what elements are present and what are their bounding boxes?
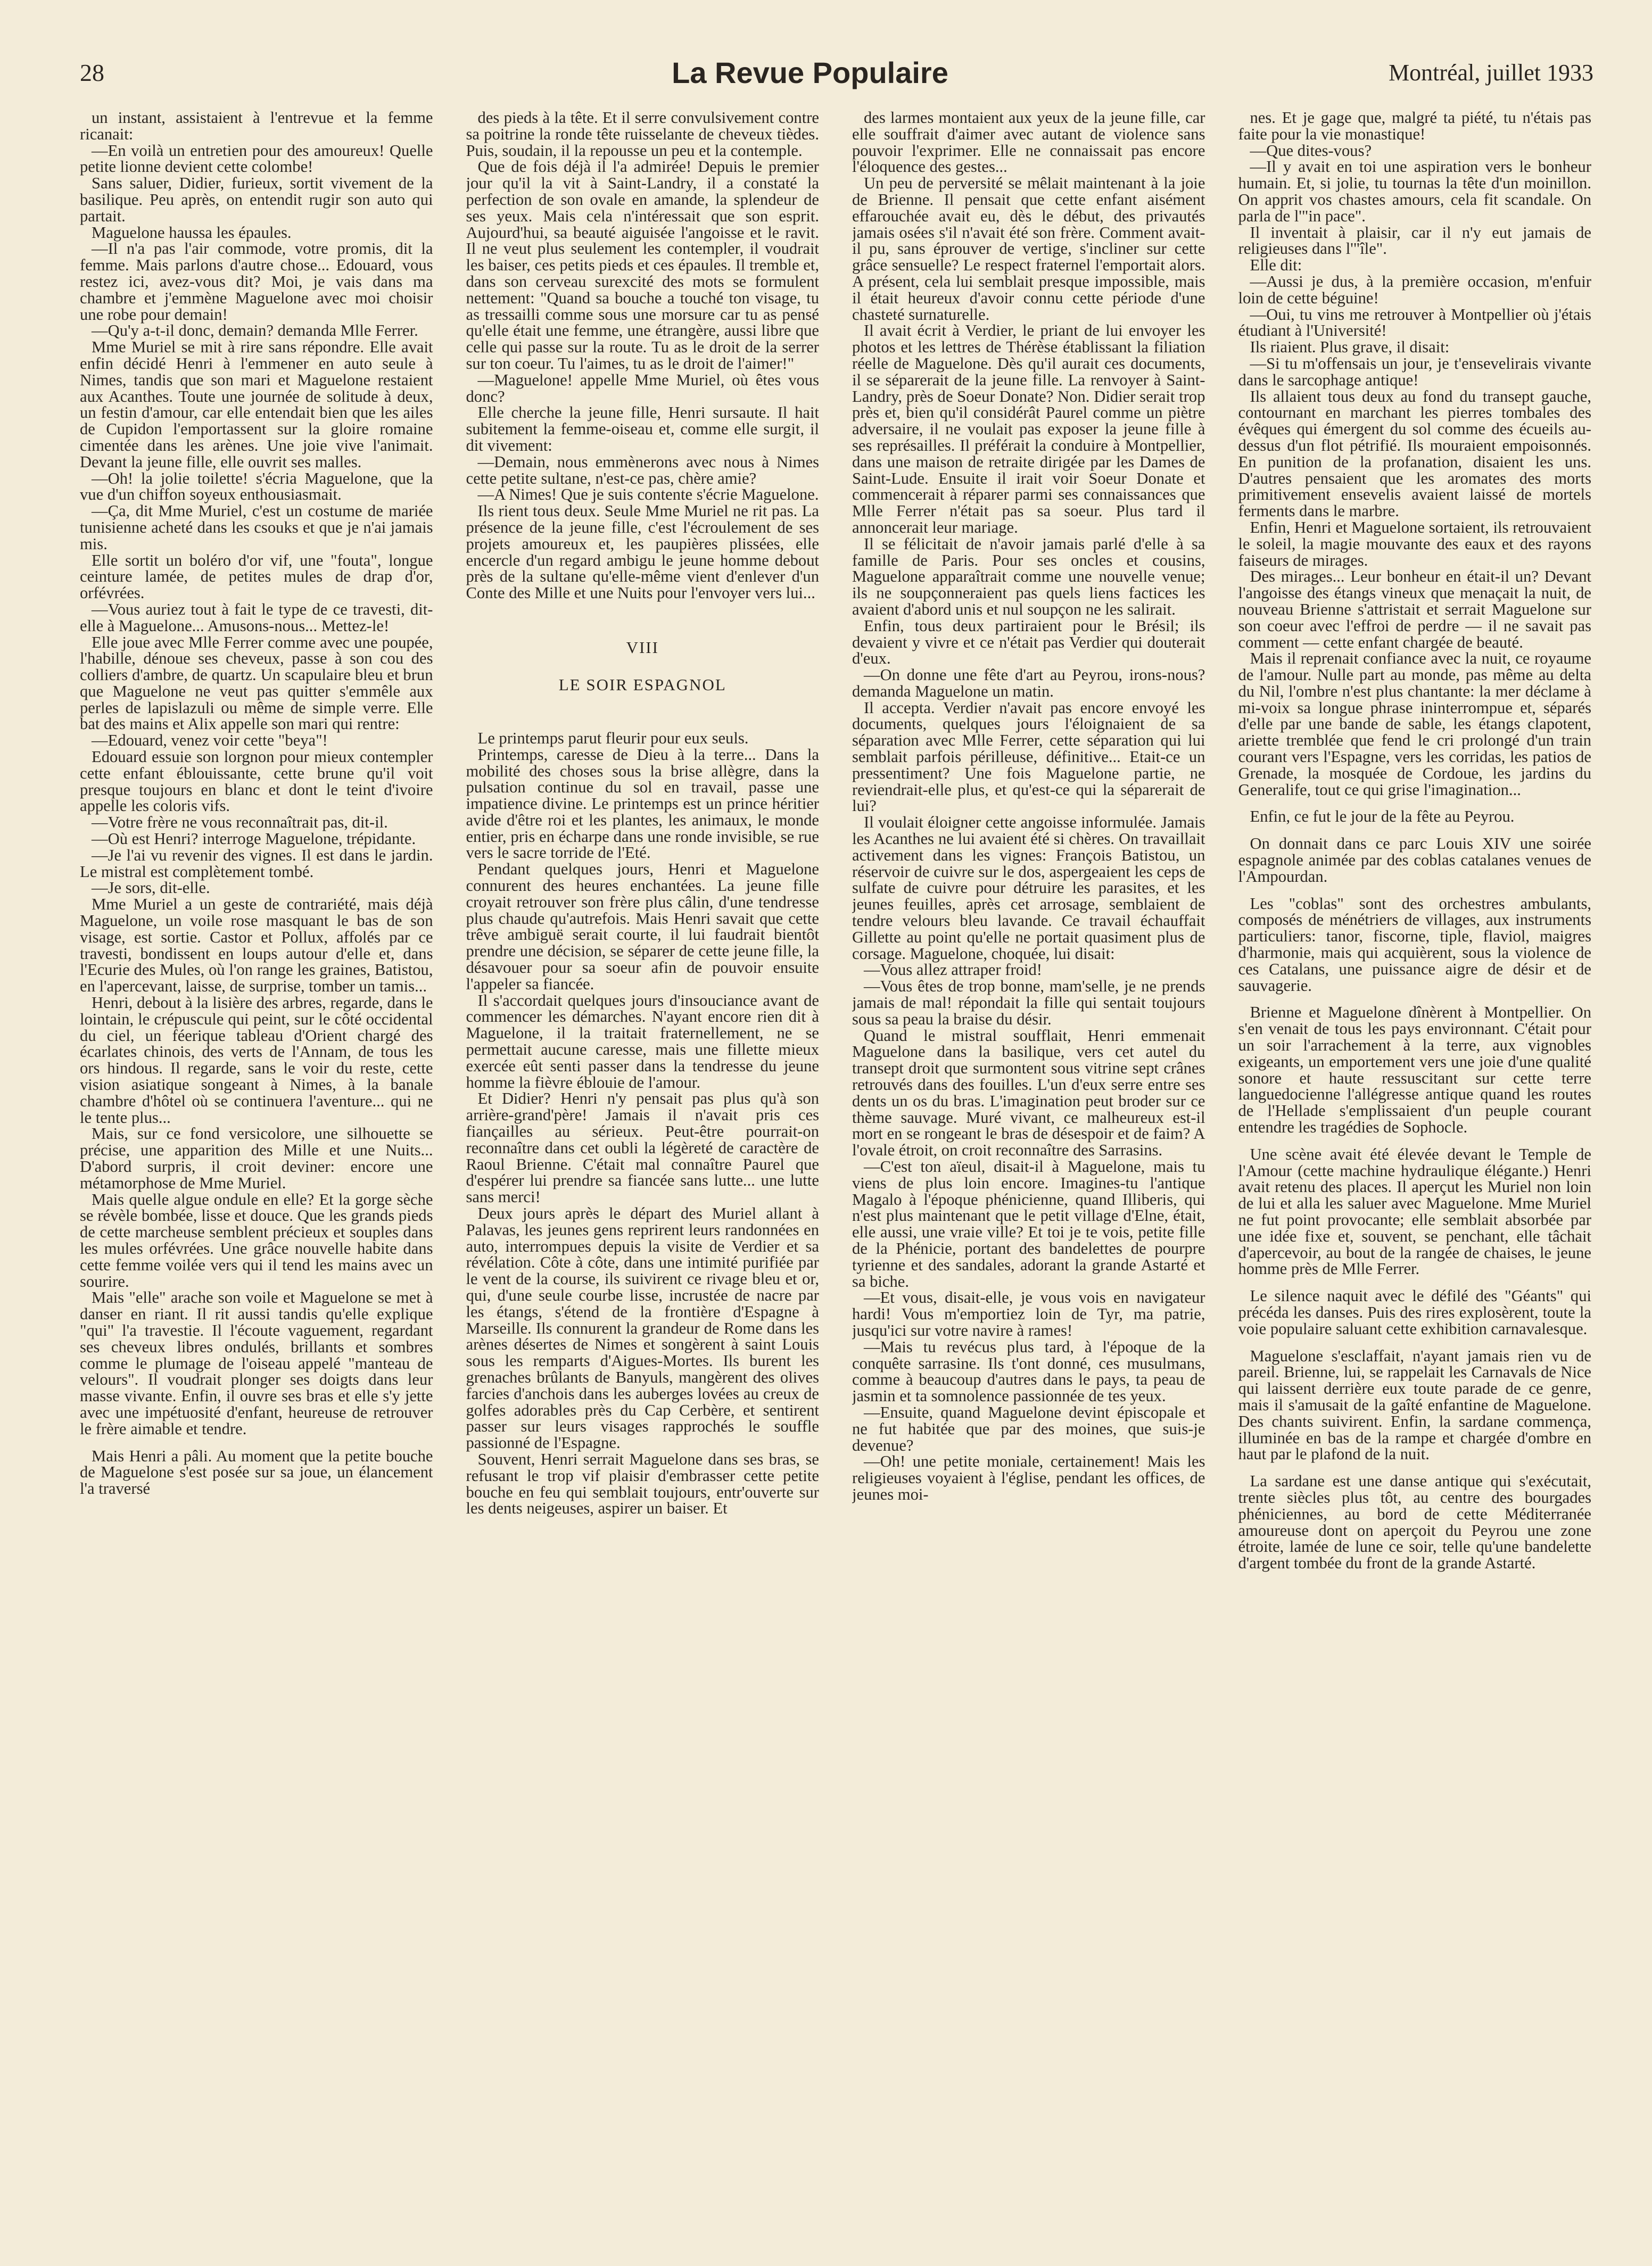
paragraph: —Et vous, disait-elle, je vous vois en navigateur hardi! Vous m'emportiez loin de Tyr, ma patrie, jusqu'ici sur votre navire à rames! (852, 1288, 1205, 1339)
paragraph: Des mirages... Leur bonheur en était-il un? Devant l'angoisse des étangs vineux que menaçait la nuit, de nouveau Brienne s'attristait et serrait Maguelone sur son coeur avec l'effroi de perdre — il ne savait pas comment — cette enfant chargée de beauté. (1238, 567, 1591, 651)
chapter-title: LE SOIR ESPAGNOL (558, 675, 726, 694)
paragraph: des larmes montaient aux yeux de la jeune fille, car elle souffrait d'aimer avec autant de violence sans pouvoir l'exprimer. Elle ne connaissait pas encore l'éloquence des gestes... (852, 110, 1205, 176)
paragraph: —En voilà un entretien pour des amoureux! Quelle petite lionne devient cette colombe! (80, 141, 433, 176)
paragraph: Printemps, caresse de Dieu à la terre... Dans la mobilité des choses sous la brise allègre, dans la pulsation continue du sol en travail, passe une impatience divine. Le printemps est un prince héritier avide d'être roi et les plantes, les animaux, le monde entier, pris en écharpe dans une ronde invisible, se rue vers le sacre torride de l'Eté. (466, 745, 819, 862)
paragraph: —Je l'ai vu revenir des vignes. Il est dans le jardin. Le mistral est complètement tombé. (80, 846, 433, 881)
paragraph: Mais "elle" arache son voile et Maguelone se met à danser en riant. Il rit aussi tandis qu'elle explique "qui" l'a travestie. Il l'écoute vaguement, regardant ses cheveux libres ondulés, brillants et sombres comme le plumage de l'oiseau appelé "manteau de velours". Il voudrait plonger ses doigts dans leur masse vivante. Enfin, il ouvre ses bras et elle s'y jette avec une impétuosité d'enfant, heureuse de retrouver le frère aimable et tendre. (80, 1288, 433, 1438)
paragraph: Il avait écrit à Verdier, le priant de lui envoyer les photos et les lettres de Thérèse établissant la filiation réelle de Maguelone. Dès qu'il aurait ces documents, il se séparerait de la jeune fille. La renvoyer à Saint-Landry, près de Soeur Donate? Non. Didier serait trop près et, bien qu'il considérât Paurel comme un piètre adversaire, il ne voulait pas exposer la jeune fille à ses représailles. Il préférait la conduire à Montpellier, dans une maison de retraite dirigée par les Dames de Saint-Lude. Ensuite il irait voir Soeur Donate et commencerait à réparer parmi ses connaissances que Mlle Ferrer n'était pas sa soeur. Plus tard il annoncerait leur mariage. (852, 321, 1205, 536)
paragraph: Mme Muriel a un geste de contrariété, mais déjà Maguelone, un voile rose masquant le bas de son visage, est sortie. Castor et Pollux, affolés par ce travesti, bondissent en loups autour d'elle et, dans l'Ecurie des Mules, où l'on range les graines, Batistou, en l'apercevant, laisse, de surprise, tomber un tamis... (80, 895, 433, 996)
paragraph: Mais il reprenait confiance avec la nuit, ce royaume de l'amour. Nulle part au monde, pas même au delta du Nil, l'ombre n'est plus chantante: la mer déclame à mi-voix sa longue phrase ininterrompue et, séparés d'elle par une bande de sable, les étangs clapotent, ariette tremblée que fend le cri prolongé d'un train courant vers l'Espagne, vers les corridas, les patios de Grenade, la mosquée de Cordoue, les jardins du Generalife, tout ce qui grise l'imagination... (1238, 649, 1591, 799)
paragraph: Deux jours après le départ des Muriel allant à Palavas, les jeunes gens reprirent leurs randonnées en auto, interrompues depuis la visite de Verdier et sa révélation. Côte à côte, dans une intimité purifiée par le vent de la course, ils suivirent ce rivage bleu et or, qui, d'une seule courbe lisse, incrustée de nacre par les étangs, s'étend de la frontière d'Espagne à Marseille. Ils connurent la grandeur de Rome dans les arènes désertes de Nimes et songèrent à saint Louis sous les remparts d'Aigues-Mortes. Ils burent les grenaches brûlants de Banyuls, mangèrent des olives farcies d'anchois dans les auberges lovées au creux de golfes adorables près du Cap Cerbère, et sentirent passer sur leurs visages rapprochés le souffle passionné de l'Espagne. (466, 1204, 819, 1452)
paragraph: Elle cherche la jeune fille, Henri sursaute. Il hait subitement la femme-oiseau et, comme elle surgit, il dit vivement: (466, 403, 819, 454)
masthead-title: La Revue Populaire (672, 55, 948, 89)
paragraph: Que de fois déjà il l'a admirée! Depuis le premier jour qu'il la vit à Saint-Landry, il a constaté la perfection de son ovale en amande, la splendeur de ses yeux. Mais cela n'intéressait que son esprit. Aujourd'hui, sa beauté aiguisée l'angoisse et le ravit. Il ne veut plus seulement les contempler, il voudrait les baiser, ces petits pieds et ces épaules. Il tremble et, dans son cerveau surexcité des mots se formulent nettement: "Quand sa bouche a touché ton visage, tu as tressailli comme sous une morsure car tu as pensé qu'elle était une femme, une étrangère, aussi libre que celle qui passe sur la route. Tu as le droit de la serrer sur ton coeur. Tu l'aimes, tu as le droit de l'aimer!" (466, 158, 819, 373)
paragraph: —Oh! la jolie toilette! s'écria Maguelone, que la vue d'un chiffon soyeux enthousiasmait. (80, 469, 433, 504)
paragraph: Sans saluer, Didier, furieux, sortit vivement de la basilique. Peu après, on entendit rugir son auto qui partait. (80, 174, 433, 225)
paragraph: —C'est ton aïeul, disait-il à Maguelone, mais tu viens de plus loin encore. Imagines-tu l'antique Magalo à l'époque phénicienne, quand Illiberis, qui n'est plus maintenant que le petit village d'Elne, était, elle aussi, une vraie ville? Et toi je te vois, petite fille de la Phénicie, portant des bandelettes de pourpre tyrienne et des sandales, adorant la grande Astarté et sa biche. (852, 1157, 1205, 1291)
paragraph: —Vous allez attraper froid! (864, 961, 1042, 979)
paragraph: —Mais tu revécus plus tard, à l'époque de la conquête sarrasine. Ils t'ont donné, ces musulmans, comme à beaucoup d'autres dans le pays, ta peau de jasmin et ta somnolence passionnée de tes yeux. (852, 1337, 1205, 1405)
paragraph: Pendant quelques jours, Henri et Maguelone connurent des heures enchantées. La jeune fille croyait retrouver son frère plus câlin, d'une tendresse plus chaude qu'autrefois. Mais Henri savait que cette trêve ambiguë serait courte, il lui faudrait bientôt prendre une décision, se séparer de cette jeune fille, la désavouer pour sa soeur afin de pouvoir ensuite l'appeler sa fiancée. (466, 860, 819, 993)
paragraph: Souvent, Henri serrait Maguelone dans ses bras, se refusant le trop vif plaisir d'embrasser cette petite bouche en feu qui semblait toujours, entr'ouverte sur les dents neigeuses, aspirer un baiser. Et (466, 1450, 819, 1518)
paragraph: Edouard essuie son lorgnon pour mieux contempler cette enfant éblouissante, cette brune qu'il voit presque toujours en blanc et dont le teint d'ivoire appelle les coloris vifs. (80, 748, 433, 815)
column-1 (80, 110, 433, 2201)
paragraph: des pieds à la tête. Et il serre convulsivement contre sa poitrine la ronde tête ruisselante de cheveux tièdes. Puis, soudain, il la repousse un peu et la contemple. (466, 110, 819, 160)
paragraph: —On donne une fête d'art au Peyrou, irons-nous? demanda Maguelone un matin. (852, 666, 1205, 700)
paragraph: Ils allaient tous deux au fond du transept gauche, contournant en marchant les pierres tombales des évêques qui émergent du sol comme des écueils au-dessus d'un flot pétrifié. Ils mouraient empoisonnés. En punition de la profanation, disaient les uns. D'autres pensaient que les aromates des morts primitivement ensevelis avaient laissé de mortels ferments dans le marbre. (1238, 387, 1591, 520)
paragraph: Ils rient tous deux. Seule Mme Muriel ne rit pas. La présence de la jeune fille, c'est l'écroulement de ses projets amoureux et, les paupières plissées, elle encercle d'un regard ambigu le jeune homme debout près de la sultane qu'elle-même vient d'enlever d'un Conte des Mille et une Nuits pour l'envoyer vers lui... (466, 502, 819, 602)
issue-date: Montréal, juillet 1933 (1389, 59, 1593, 86)
paragraph: Enfin, ce fut le jour de la fête au Peyrou. (1250, 807, 1515, 826)
paragraph: —Où est Henri? interroge Maguelone, trépidante. (92, 830, 416, 848)
paragraph: —Je sors, dit-elle. (92, 879, 210, 897)
article-columns (80, 110, 1591, 2201)
paragraph: Le printemps parut fleurir pour eux seuls. (477, 729, 749, 747)
paragraph: —Vous êtes de trop bonne, mam'selle, je ne prends jamais de mal! répondait la fille qui sentait toujours sous sa peau la braise du désir. (852, 977, 1205, 1028)
paragraph: Enfin, tous deux partiraient pour le Brésil; ils devaient y vivre et ce n'était pas Verdier qui douterait d'eux. (852, 616, 1205, 668)
paragraph: Ils riaient. Plus grave, il disait: (1250, 338, 1450, 357)
paragraph: Il s'accordait quelques jours d'insouciance avant de commencer les démarches. N'ayant encore rien dit à Maguelone, il la traitait fraternellement, ne se permettait aucune caresse, mais une fillette mieux exercée eût senti passer dans la tendresse du jeune homme la fièvre éblouie de l'amour. (466, 991, 819, 1091)
paragraph: Il inventait à plaisir, car il n'y eut jamais de religieuses dans l'"île". (1238, 223, 1591, 258)
paragraph: —Aussi je dus, à la première occasion, m'enfuir loin de cette béguine! (1238, 272, 1591, 307)
paragraph: —Demain, nous emmènerons avec nous à Nimes cette petite sultane, n'est-ce pas, chère amie? (466, 452, 819, 487)
page-number: 28 (80, 59, 104, 86)
page-header (80, 51, 1593, 94)
paragraph: On donnait dans ce parc Louis XIV une soirée espagnole animée par des coblas catalanes venues de l'Ampourdan. (1238, 834, 1591, 886)
paragraph: Brienne et Maguelone dînèrent à Montpellier. On s'en venait de tous les pays environnant. C'était pour un soir l'arrachement à la terre, aux vignobles exigeants, un emportement vers une joie d'une qualité sonore et haute ressuscitant sur cette terre languedocienne l'allégresse antique quand les routes de l'Hellade s'emplissaient d'un peuple courant entendre les tragédies de Sophocle. (1238, 1003, 1591, 1137)
paragraph: Quand le mistral soufflait, Henri emmenait Maguelone dans la basilique, vers cet autel du transept droit que surmontent sous vitrine sept crânes retrouvés dans des fouilles. L'un d'eux serre entre ses dents un os du bras. L'imagination peut broder sur ce thème sauvage. Muré vivant, ce malheureux est-il mort en se rongeant le bras de désespoir et de faim? A l'ovale étroit, on croit reconnaître des Sarrasins. (852, 1026, 1205, 1160)
paragraph: —Que dites-vous? (1250, 141, 1372, 160)
paragraph: —Il y avait en toi une aspiration vers le bonheur humain. Et, si jolie, tu tournas la tête d'un moinillon. On apprit vos chastes amours, cela fit scandale. On parla de l'"in pace". (1238, 158, 1591, 225)
paragraph: Elle joue avec Mlle Ferrer comme avec une poupée, l'habille, dénoue ses cheveux, passe à son cou des colliers d'ambre, de quartz. Un scapulaire bleu et brun que Maguelone ne veut pas quitter s'emmêle aux perles de lapislazuli ou même de simple verre. Elle bat des mains et Alix appelle son mari qui rentre: (80, 633, 433, 733)
paragraph: —Maguelone! appelle Mme Muriel, où êtes vous donc? (466, 370, 819, 406)
paragraph: Enfin, Henri et Maguelone sortaient, ils retrouvaient le soleil, la magie mouvante des eaux et des rayons faiseurs de mirages. (1238, 518, 1591, 569)
paragraph: Maguelone haussa les épaules. (92, 223, 292, 242)
paragraph: —Vous auriez tout à fait le type de ce travesti, dit-elle à Maguelone... Amusons-nous... Mettez-le! (80, 600, 433, 635)
column-2 (466, 110, 820, 2201)
paragraph: —Qu'y a-t-il donc, demain? demanda Mlle Ferrer. (92, 321, 418, 340)
paragraph: —Ensuite, quand Maguelone devint épiscopale et ne fut habitée que par des moines, que suis-je devenue? (852, 1403, 1205, 1454)
paragraph: Il accepta. Verdier n'avait pas encore envoyé les documents, quelques jours l'éloignaient de sa séparation avec Mlle Ferrer, cette séparation qui lui semblait parfois périlleuse, définitive... Etait-ce un pressentiment? Une fois Maguelone partie, ne reviendrait-elle plus, et qu'est-ce qui la séparerait de lui? (852, 698, 1205, 815)
paragraph: —Votre frère ne vous reconnaîtrait pas, dit-il. (92, 813, 388, 832)
paragraph: Il voulait éloigner cette angoisse informulée. Jamais les Acanthes ne lui avaient été si chères. On travaillait activement dans les vignes: François Batistou, un réservoir de cuivre sur le dos, aspergeaient les ceps de sulfate de cuivre pour détruire les parasites, et les jeunes feuilles, après cet arrosage, semblaient de tendre velours bleu lavande. Ce travail échauffait Gillette au point qu'elle ne portait quasiment plus de corsage. Maguelone, choquée, lui disait: (852, 813, 1205, 963)
paragraph: Le silence naquit avec le défilé des "Géants" qui précéda les danses. Puis des rires explosèrent, toute la voie populaire saluant cette exhibition carnavalesque. (1238, 1287, 1591, 1338)
paragraph: Mais Henri a pâli. Au moment que la petite bouche de Maguelone s'est posée sur sa joue, un élancement l'a traversé (80, 1446, 433, 1498)
paragraph: —Si tu m'offensais un jour, je t'ensevelirais vivante dans le sarcophage antique! (1238, 354, 1591, 389)
paragraph: —Oui, tu vins me retrouver à Montpellier où j'étais étudiant à l'Université! (1238, 305, 1591, 340)
paragraph: Un peu de perversité se mêlait maintenant à la joie de Brienne. Il pensait que cette enfant aisément effarouchée avait eu, dès le début, des privautés jamais osées s'il n'avait été son frère. Comment avait-il pu, sans éprouver de vertige, s'incliner sur cette grâce sensuelle? Le respect fraternel l'emportait alors. A présent, cela lui semblait presque impossible, mais il était heureux d'avoir connu cette période d'une chasteté surnaturelle. (852, 174, 1205, 324)
paragraph: nes. Et je gage que, malgré ta piété, tu n'étais pas faite pour la vie monastique! (1238, 110, 1591, 143)
paragraph: Il se félicitait de n'avoir jamais parlé d'elle à sa famille de Paris. Pour ses oncles et cousins, Maguelone apparaîtrait comme une nouvelle venue; ils ne soupçonneraient pas quels liens factices les avaient d'abord unis et nul soupçon ne les salirait. (852, 534, 1205, 618)
paragraph: Maguelone s'esclaffait, n'ayant jamais rien vu de pareil. Brienne, lui, se rappelait les Carnavals de Nice qui laissent derrière eux toute parade de ce genre, mais il s'amusait de la gaîté enfantine de Maguelone. Des chants suivirent. Enfin, la sardane commença, illuminée en bas de la rampe et chargée d'ombre en haut par le plafond de la nuit. (1238, 1346, 1591, 1463)
paragraph: —Oh! une petite moniale, certainement! Mais les religieuses voyaient à l'église, pendant les offices, de jeunes moi- (852, 1452, 1205, 1503)
column-3 (852, 110, 1205, 2201)
paragraph: —A Nimes! Que je suis contente s'écrie Maguelone. (477, 485, 819, 504)
paragraph: Mme Muriel se mit à rire sans répondre. Elle avait enfin décidé Henri à l'emmener en auto seule à Nimes, tandis que son mari et Maguelone restaient aux Acanthes. Toute une journée de solitude à deux, un festin d'amour, car elle entendait bien que les ailes de Cupidon l'emportassent sur la gloire romaine cimentée dans les arènes. Une joie vive l'animait. Devant la jeune fille, elle ouvrit ses malles. (80, 338, 433, 471)
paragraph: Une scène avait été élevée devant le Temple de l'Amour (cette machine hydraulique élégante.) Henri avait retenu des places. Il aperçut les Muriel non loin de lui et alla les saluer avec Maguelone. Mme Muriel ne fut point provocante; elle semblait absorbée par une idée fixe et, souvent, se penchant, elle tâchait d'apercevoir, au bout de la rangée de chaises, le jeune homme près de Mlle Ferrer. (1238, 1145, 1591, 1278)
paragraph: Et Didier? Henri n'y pensait pas plus qu'à son arrière-grand'père! Jamais il n'avait pris ces fiançailles au sérieux. Peut-être pourrait-on reconnaître dans cet oubli la légèreté de caractère de Raoul Brienne. C'était mal connaître Paurel que d'espérer lui prendre sa fiancée sans lutte... une lutte sans merci! (466, 1089, 819, 1206)
paragraph: un instant, assistaient à l'entrevue et la femme ricanait: (80, 110, 433, 143)
paragraph: Mais quelle algue ondule en elle? Et la gorge sèche se révèle bombée, lisse et douce. Que les grands pieds de cette marcheuse semblent précieux et souples dans les mules orfévrées. Une grâce nouvelle habite dans cette femme voilée vers qui il tend les mains avec un sourire. (80, 1190, 433, 1291)
paragraph: —Il n'a pas l'air commode, votre promis, dit la femme. Mais parlons d'autre chose... Edouard, vous restez ici, avez-vous dit? Moi, je vais dans ma chambre et j'emmène Maguelone avec moi choisir une robe pour demain! (80, 239, 433, 324)
paragraph: Elle sortit un boléro d'or vif, une "fouta", longue ceinture lamée, de petites mules de drap d'or, orfévrées. (80, 551, 433, 602)
column-4 (1238, 110, 1592, 2201)
paragraph: —Ça, dit Mme Muriel, c'est un costume de mariée tunisienne acheté dans les csouks et que je n'ai jamais mis. (80, 502, 433, 553)
paragraph: Mais, sur ce fond versicolore, une silhouette se précise, une apparition des Mille et une Nuits... D'abord surpris, il croit deviner: encore une métamorphose de Mme Muriel. (80, 1124, 433, 1192)
chapter-number: VIII (626, 638, 659, 657)
paragraph: Les "coblas" sont des orchestres ambulants, composés de ménétriers de villages, aux instruments particuliers: tanor, fiscorne, tiple, flaviol, maigres d'harmonie, mais qui acquièrent, sous la violence de ces Catalans, une puissance aigre de désir et de sauvagerie. (1238, 894, 1591, 995)
paragraph: La sardane est une danse antique qui s'exécutait, trente siècles plus tôt, au centre des bourgades phéniciennes, au bord de cette Méditerranée amoureuse dont on aperçoit du Peyrou une zone étroite, lamée de lune ce soir, telle qu'une bandelette d'argent tombée du front de la grande Astarté. (1238, 1472, 1591, 1573)
paragraph: Henri, debout à la lisière des arbres, regarde, dans le lointain, le crépuscule qui peint, sur le côté occidental du ciel, un féerique tableau d'Orient chargé des écarlates chinois, des verts de l'Annam, de tous les ors hindous. Il regarde, sans le voir du reste, cette vision asiatique songeant à Nimes, à la banale chambre d'hôtel où se continuera l'aventure... qui ne le tente plus... (80, 994, 433, 1127)
paragraph: Elle dit: (1250, 256, 1302, 275)
paragraph: —Edouard, venez voir cette "beya"! (92, 731, 328, 750)
